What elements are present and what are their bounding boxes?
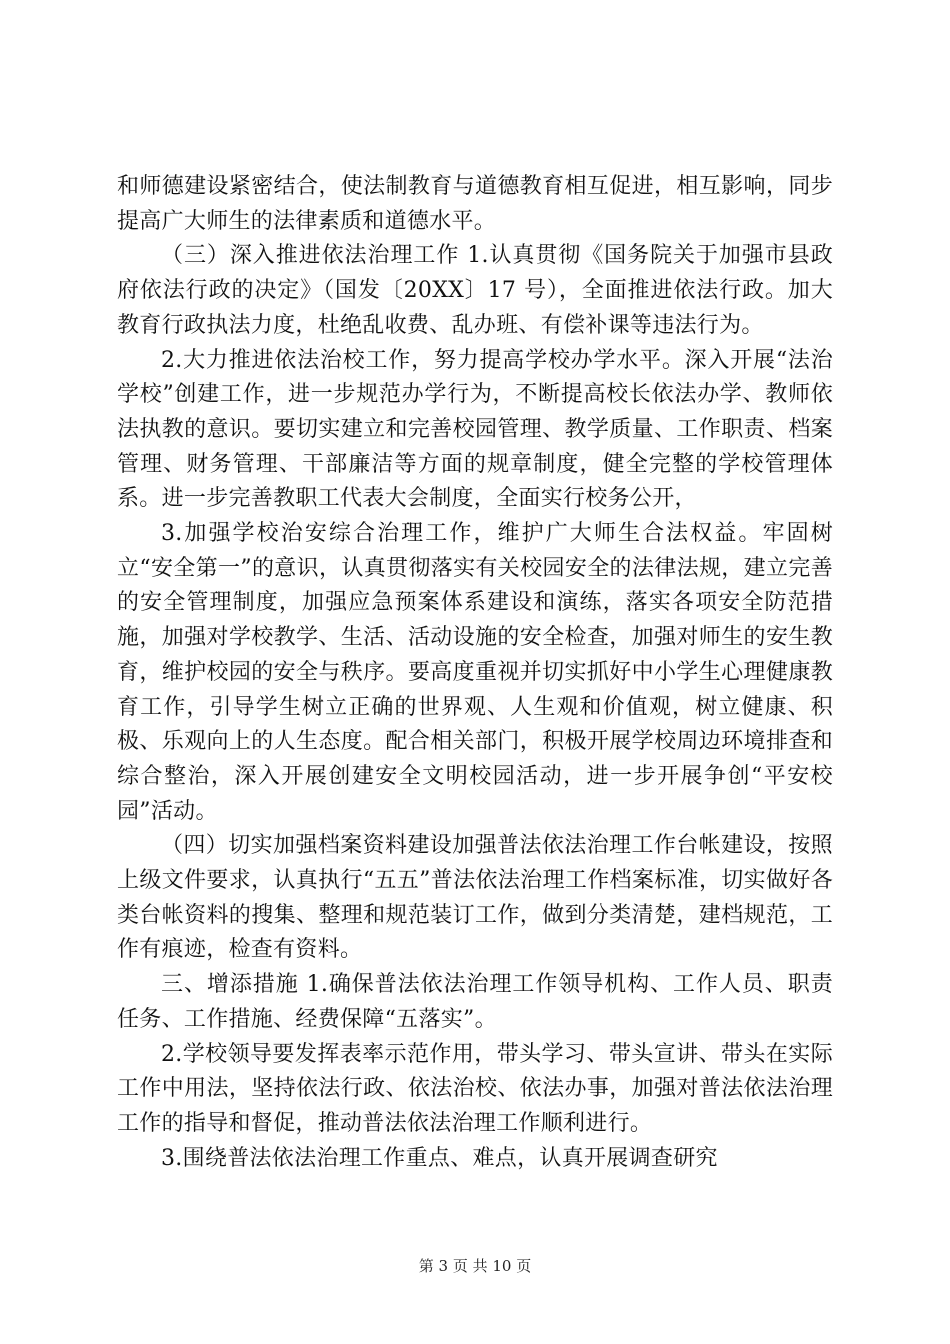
document-body: [117, 170, 833, 1176]
paragraph-measure-2: 2.学校领导要发挥表率示范作用，带头学习、带头宣讲、带头在实际工作中用法，坚持依法行政、依法治校、依法办事，加强对普法依法治理工作的指导和督促，推动普法依法治理工作顺利进行。: [117, 1041, 833, 1136]
page-number-footer: 第 3 页 共 10 页: [418, 1257, 532, 1275]
paragraph-measure-3: 3.围绕普法依法治理工作重点、难点，认真开展调查研究: [161, 1145, 718, 1171]
paragraph-continuation: 和师德建设紧密结合，使法制教育与道德教育相互促进，相互影响，同步提高广大师生的法律素质和道德水平。: [117, 174, 833, 234]
paragraph-section-4: （四）切实加强档案资料建设加强普法依法治理工作台帐建设，按照上级文件要求，认真执行“五五”普法依法治理工作档案标准，切实做好各类台帐资料的搜集、整理和规范装订工作，做到分类清楚，建档规范，工作有痕迹，检查有资料。: [117, 833, 833, 963]
paragraph-item-2: 2.大力推进依法治校工作，努力提高学校办学水平。深入开展“法治学校”创建工作，进一步规范办学行为，不断提高校长依法办学、教师依法执教的意识。要切实建立和完善校园管理、教学质量、工作职责、档案管理、财务管理、干部廉洁等方面的规章制度，健全完整的学校管理体系。进一步完善教职工代表大会制度，全面实行校务公开，: [117, 347, 833, 512]
paragraph-item-3: 3.加强学校治安综合治理工作，维护广大师生合法权益。牢固树立“安全第一”的意识，认真贯彻落实有关校园安全的法律法规，建立完善的安全管理制度，加强应急预案体系建设和演练，落实各项安全防范措施，加强对学校教学、生活、活动设施的安全检查，加强对师生的安生教育，维护校园的安全与秩序。要高度重视并切实抓好中小学生心理健康教育工作，引导学生树立正确的世界观、人生观和价值观，树立健康、积极、乐观向上的人生态度。配合相关部门，积极开展学校周边环境排查和综合整治，深入开展创建安全文明校园活动，进一步开展争创“平安校园”活动。: [117, 521, 833, 824]
paragraph-section-3: （三）深入推进依法治理工作 1.认真贯彻《国务院关于加强市县政府依法行政的决定》（国发〔20XX〕17 号），全面推进依法行政。加大教育行政执法力度，杜绝乱收费、乱办班、有偿补课等违法行为。: [117, 243, 833, 338]
paragraph-measures: 三、增添措施 1.确保普法依法治理工作领导机构、工作人员、职责任务、工作措施、经费保障“五落实”。: [117, 972, 833, 1032]
